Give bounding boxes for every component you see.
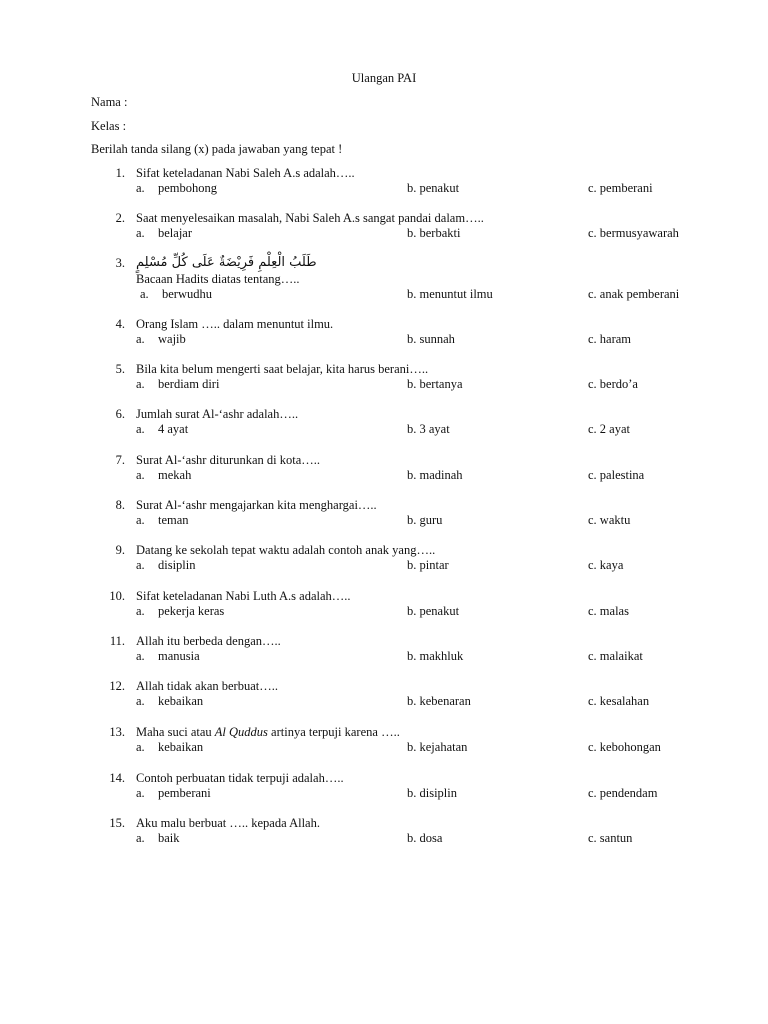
option-a-letter: a. [136,649,145,663]
question-text: Aku malu berbuat ….. kepada Allah. [136,816,320,830]
option-a-letter: a. [136,740,145,754]
option-a-text: belajar [158,226,193,240]
option-a [136,513,189,528]
option-b: b. 3 ayat [407,422,450,436]
option-b: b. dosa [407,831,443,845]
question-3 [0,256,768,308]
option-a-letter: a. [140,287,149,301]
option-a-letter: a. [136,468,145,482]
option-a-letter: a. [136,558,145,572]
question-text: Datang ke sekolah tepat waktu adalah contoh anak yang….. [136,543,436,557]
question-number: 5. [115,362,125,376]
question-5 [0,362,768,398]
question-number: 15. [109,816,125,830]
option-c: c. palestina [588,468,645,482]
option-c: c. kesalahan [588,694,650,708]
hadith-arabic-text: طَلَبُ الْعِلْمِ فَرِيْضَةٌ عَلَى كُلِّ مُسْلِمٍ [136,255,317,270]
option-c: c. anak pemberani [588,287,680,301]
question-12 [0,679,768,715]
option-a-letter: a. [136,786,145,800]
question-13 [0,725,768,761]
option-a-text: disiplin [158,558,196,572]
option-a [140,287,212,302]
option-a-text: pemberani [158,786,211,800]
option-a-text: kebaikan [158,740,204,754]
option-b: b. menuntut ilmu [407,287,493,301]
question-text: Bacaan Hadits diatas tentang….. [136,272,300,286]
question-number: 4. [115,317,125,331]
option-a-letter: a. [136,377,145,391]
option-a-text: mekah [158,468,192,482]
question-text: Sifat keteladanan Nabi Saleh A.s adalah….. [136,166,355,180]
question-number: 13. [109,725,125,739]
option-a-letter: a. [136,694,145,708]
option-c: c. malaikat [588,649,643,663]
question-number: 9. [115,543,125,557]
question-text: Allah tidak akan berbuat….. [136,679,278,693]
option-a-text: manusia [158,649,200,663]
question-11 [0,634,768,670]
question-text: Surat Al-‘ashr diturunkan di kota….. [136,453,320,467]
option-a-text: berdiam diri [158,377,220,391]
question-6 [0,407,768,443]
option-a-letter: a. [136,422,145,436]
option-b: b. guru [407,513,443,527]
question-number: 10. [109,589,125,603]
option-c: c. pendendam [588,786,658,800]
question-number: 11. [109,634,125,648]
option-a-text: teman [158,513,189,527]
question-2 [0,211,768,247]
option-a-letter: a. [136,181,145,195]
option-b: b. makhluk [407,649,464,663]
question-14 [0,771,768,807]
option-c: c. kaya [588,558,624,572]
option-a [136,468,191,483]
instruction-text: Berilah tanda silang (x) pada jawaban yang tepat ! [91,142,343,156]
question-7 [0,453,768,489]
option-a-text: pembohong [158,181,218,195]
option-a [136,831,180,846]
option-a-text: 4 ayat [158,422,189,436]
option-a-letter: a. [136,604,145,618]
question-number: 12. [109,679,125,693]
option-a [136,422,188,437]
question-text: Allah itu berbeda dengan….. [136,634,281,648]
question-text-post: artinya terpuji karena ….. [267,725,400,739]
option-c: c. waktu [588,513,631,527]
option-a [136,786,211,801]
class-field-label: Kelas : [91,119,127,133]
option-a-letter: a. [136,332,145,346]
question-text: Jumlah surat Al-‘ashr adalah….. [136,407,299,421]
question-number: 14. [109,771,125,785]
option-b: b. penakut [407,181,460,195]
question-text: Sifat keteladanan Nabi Luth A.s adalah….. [136,589,351,603]
question-number: 6. [115,407,125,421]
question-4 [0,317,768,353]
question-text [136,725,400,740]
option-b: b. bertanya [407,377,463,391]
option-b: b. penakut [407,604,460,618]
question-number: 7. [115,453,125,467]
question-text: Surat Al-‘ashr mengajarkan kita menghargai….. [136,498,377,512]
question-number: 2. [115,211,125,225]
option-a [136,740,203,755]
question-10 [0,589,768,625]
question-8 [0,498,768,534]
option-c: c. berdo’a [588,377,638,391]
option-b: b. kejahatan [407,740,468,754]
option-c: c. haram [588,332,632,346]
option-a [136,558,196,573]
question-number: 3. [115,256,125,270]
option-b: b. kebenaran [407,694,471,708]
question-15 [0,816,768,852]
option-a [136,694,203,709]
option-b: b. pintar [407,558,449,572]
option-c: c. kebohongan [588,740,661,754]
option-a [136,226,192,241]
option-a [136,604,224,619]
option-b: b. madinah [407,468,463,482]
option-b: b. disiplin [407,786,458,800]
option-b: b. sunnah [407,332,455,346]
question-text-pre: Maha suci atau [136,725,215,739]
question-text: Saat menyelesaikan masalah, Nabi Saleh A.s sangat pandai dalam….. [136,211,484,225]
option-a [136,649,200,664]
option-c: c. 2 ayat [588,422,630,436]
option-a-text: berwudhu [162,287,212,301]
option-c: c. bermusyawarah [588,226,679,240]
option-a-text: kebaikan [158,694,204,708]
option-a [136,181,217,196]
question-text: Bila kita belum mengerti saat belajar, kita harus berani….. [136,362,429,376]
option-c: c. malas [588,604,629,618]
name-field-label: Nama : [91,95,128,109]
option-a [136,377,219,392]
option-b: b. berbakti [407,226,461,240]
option-a-letter: a. [136,831,145,845]
question-number: 1. [115,166,125,180]
question-text: Orang Islam ….. dalam menuntut ilmu. [136,317,334,331]
page-title: Ulangan PAI [351,71,417,85]
question-9 [0,543,768,579]
option-a-text: pekerja keras [158,604,225,618]
option-c: c. santun [588,831,633,845]
option-a-text: wajib [158,332,186,346]
question-text-italic-term: Al Quddus [214,725,268,739]
question-text: Contoh perbuatan tidak terpuji adalah….. [136,771,344,785]
option-a-letter: a. [136,513,145,527]
option-c: c. pemberani [588,181,653,195]
option-a [136,332,186,347]
question-number: 8. [115,498,125,512]
option-a-letter: a. [136,226,145,240]
option-a-text: baik [158,831,180,845]
question-1 [0,166,768,202]
